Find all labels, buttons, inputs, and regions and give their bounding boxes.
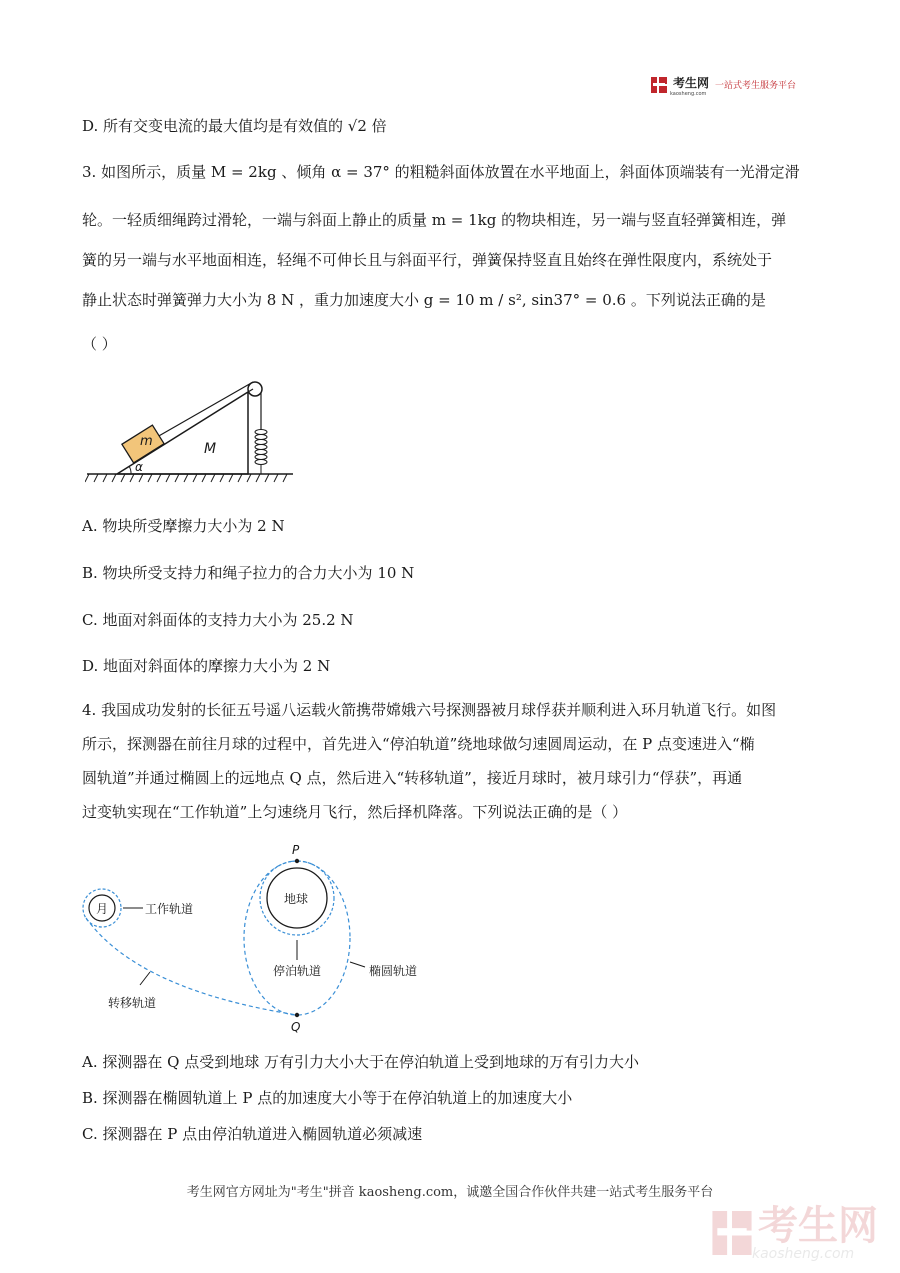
- rope-along-incline: [157, 382, 253, 437]
- moon-label: 月: [96, 902, 109, 916]
- brand-url: kaosheng.com: [670, 91, 707, 97]
- q4-stem-line1: 4. 我国成功发射的长征五号遥八运载火箭携带嫦娥六号探测器被月球俘获并顺利进入环月轨道飞行。如图: [82, 701, 777, 719]
- transfer-orbit-leader: [140, 972, 150, 985]
- point-p-label: P: [292, 843, 300, 857]
- q3-stem-line3: 簧的另一端与水平地面相连，轻绳不可伸长且与斜面平行，弹簧保持竖直且始终在弹性限度内，系统处于: [82, 251, 773, 269]
- label-alpha: α: [135, 460, 143, 474]
- work-orbit-label: 工作轨道: [145, 902, 194, 916]
- label-m: m: [140, 434, 153, 449]
- incline-pulley-figure: [85, 372, 300, 487]
- point-q-label: Q: [291, 1020, 301, 1034]
- watermark: [712, 1205, 878, 1261]
- ground-hatching: [85, 474, 293, 482]
- q2-option-d: D. 所有交变电流的最大值均是有效值的 √2 倍: [82, 117, 387, 135]
- header-brand: [651, 72, 796, 97]
- pulley-icon: [248, 382, 262, 396]
- brand-tagline: 一站式考生服务平台: [715, 81, 797, 91]
- spring-icon: [255, 430, 267, 475]
- watermark-url: kaosheng.com: [752, 1246, 855, 1262]
- watermark-text: 考生网: [758, 1203, 878, 1249]
- q3-option-b: B. 物块所受支持力和绳子拉力的合力大小为 10 N: [82, 564, 415, 582]
- earth-label: 地球: [284, 892, 309, 906]
- angle-arc: [129, 466, 131, 474]
- label-M: M: [204, 441, 217, 457]
- q4-option-a: A. 探测器在 Q 点受到地球 万有引力大小大于在停泊轨道上受到地球的万有引力大小: [82, 1053, 639, 1071]
- q4-stem-line4: 过变轨实现在“工作轨道”上匀速绕月飞行，然后择机降落。下列说法正确的是（ ）: [82, 803, 628, 821]
- q4-option-c: C. 探测器在 P 点由停泊轨道进入椭圆轨道必须减速: [82, 1125, 423, 1143]
- q4-stem-line3: 圆轨道”并通过椭圆上的远地点 Q 点，然后进入“转移轨道”，接近月球时，被月球引力“俘获”，再通: [82, 769, 743, 787]
- q4-option-b: B. 探测器在椭圆轨道上 P 点的加速度大小等于在停泊轨道上的加速度大小: [82, 1089, 573, 1107]
- transfer-orbit-label: 转移轨道: [108, 996, 157, 1010]
- q3-option-c: C. 地面对斜面体的支持力大小为 25.2 N: [82, 611, 354, 629]
- orbit-figure: [78, 840, 448, 1040]
- brand-name: 考生网: [673, 76, 710, 90]
- point-p-dot: [295, 859, 299, 863]
- parking-orbit-label: 停泊轨道: [273, 964, 322, 978]
- q3-answer-blank: （ ）: [82, 335, 117, 353]
- elliptical-orbit-leader: [350, 962, 365, 967]
- q3-stem-line2: 轮。一轻质细绳跨过滑轮，一端与斜面上静止的质量 m = 1kg 的物块相连，另一端与竖直轻弹簧相连，弹: [82, 211, 787, 229]
- watermark-logo-icon: [712, 1211, 752, 1255]
- q4-stem-line2: 所示，探测器在前往月球的过程中，首先进入“停泊轨道”绕地球做匀速圆周运动，在 P 点变速进入“椭: [82, 735, 755, 753]
- point-q-dot: [295, 1013, 299, 1017]
- q3-stem-line4: 静止状态时弹簧弹力大小为 8 N ，重力加速度大小 g = 10 m / s², sin37° = 0.6 。下列说法正确的是: [82, 291, 766, 309]
- elliptical-orbit-label: 椭圆轨道: [369, 964, 418, 978]
- q3-stem-line1: 3. 如图所示，质量 M = 2kg 、倾角 α = 37° 的粗糙斜面体放置在水平地面上，斜面体顶端装有一光滑定滑: [82, 163, 800, 181]
- q3-option-d: D. 地面对斜面体的摩擦力大小为 2 N: [82, 657, 331, 675]
- page-footer: 考生网官方网址为"考生"拼音 kaosheng.com，诚邀全国合作伙伴共建一站式考生服务平台: [186, 1185, 714, 1200]
- kaosheng-logo-icon: [651, 77, 667, 93]
- q3-option-a: A. 物块所受摩擦力大小为 2 N: [82, 517, 285, 535]
